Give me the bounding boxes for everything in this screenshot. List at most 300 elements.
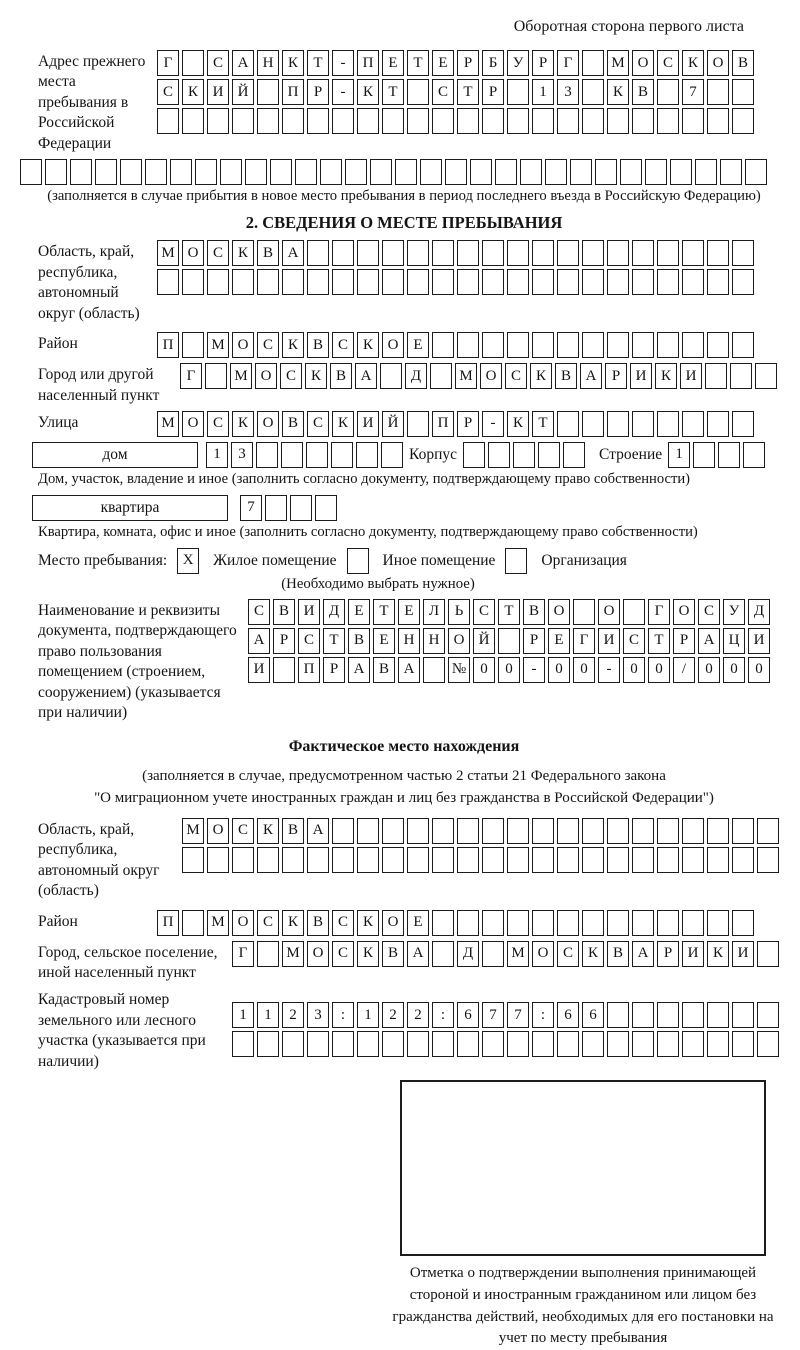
char-box[interactable]: В [382, 941, 404, 967]
char-box[interactable] [357, 108, 379, 134]
char-box[interactable] [307, 269, 329, 295]
char-box[interactable] [457, 332, 479, 358]
char-box[interactable]: М [182, 818, 204, 844]
char-box[interactable] [718, 442, 740, 468]
char-box[interactable]: К [332, 411, 354, 437]
char-box[interactable]: Р [657, 941, 679, 967]
char-box[interactable]: И [248, 657, 270, 683]
char-box[interactable] [707, 910, 729, 936]
char-box[interactable] [557, 847, 579, 873]
char-box[interactable]: О [207, 818, 229, 844]
char-box[interactable] [232, 1031, 254, 1057]
char-box[interactable]: У [507, 50, 529, 76]
char-box[interactable]: А [282, 240, 304, 266]
char-box[interactable] [557, 1031, 579, 1057]
char-box[interactable]: Й [473, 628, 495, 654]
char-box[interactable] [407, 108, 429, 134]
char-box[interactable]: Д [748, 599, 770, 625]
char-box[interactable]: 0 [498, 657, 520, 683]
char-box[interactable] [457, 847, 479, 873]
char-box[interactable] [157, 269, 179, 295]
char-box[interactable] [607, 847, 629, 873]
char-box[interactable] [170, 159, 192, 185]
char-box[interactable]: Т [498, 599, 520, 625]
char-box[interactable]: А [307, 818, 329, 844]
char-box[interactable] [607, 818, 629, 844]
char-box[interactable]: К [282, 332, 304, 358]
char-box[interactable] [282, 847, 304, 873]
char-box[interactable]: С [432, 79, 454, 105]
char-box[interactable] [281, 442, 303, 468]
char-box[interactable] [682, 818, 704, 844]
char-box[interactable] [282, 1031, 304, 1057]
char-box[interactable] [232, 269, 254, 295]
char-box[interactable]: О [598, 599, 620, 625]
char-box[interactable] [557, 240, 579, 266]
char-box[interactable] [407, 240, 429, 266]
char-box[interactable] [657, 411, 679, 437]
char-box[interactable]: А [348, 657, 370, 683]
char-box[interactable]: К [282, 50, 304, 76]
char-box[interactable]: К [682, 50, 704, 76]
char-box[interactable] [657, 240, 679, 266]
char-box[interactable] [557, 910, 579, 936]
char-box[interactable] [332, 847, 354, 873]
char-box[interactable]: О [382, 910, 404, 936]
char-box[interactable]: : [332, 1002, 354, 1028]
char-box[interactable] [730, 363, 752, 389]
char-box[interactable]: С [207, 50, 229, 76]
char-box[interactable] [407, 411, 429, 437]
char-box[interactable]: И [680, 363, 702, 389]
char-box[interactable] [256, 442, 278, 468]
char-box[interactable] [632, 269, 654, 295]
char-box[interactable]: О [255, 363, 277, 389]
char-box[interactable]: Ь [448, 599, 470, 625]
char-box[interactable] [382, 847, 404, 873]
char-box[interactable] [507, 79, 529, 105]
char-box[interactable] [282, 269, 304, 295]
char-box[interactable] [257, 1031, 279, 1057]
char-box[interactable]: Р [457, 50, 479, 76]
char-box[interactable]: О [232, 332, 254, 358]
char-box[interactable] [307, 108, 329, 134]
char-box[interactable]: С [505, 363, 527, 389]
char-box[interactable] [532, 108, 554, 134]
char-box[interactable]: К [182, 79, 204, 105]
char-box[interactable]: С [657, 50, 679, 76]
char-box[interactable] [573, 599, 595, 625]
char-box[interactable] [407, 818, 429, 844]
char-box[interactable] [20, 159, 42, 185]
char-box[interactable] [705, 363, 727, 389]
char-box[interactable] [290, 495, 312, 521]
char-box[interactable] [707, 269, 729, 295]
char-box[interactable]: В [732, 50, 754, 76]
char-box[interactable] [707, 1002, 729, 1028]
char-box[interactable] [382, 818, 404, 844]
char-box[interactable]: С [698, 599, 720, 625]
char-box[interactable]: И [598, 628, 620, 654]
char-box[interactable] [707, 79, 729, 105]
char-box[interactable] [607, 1031, 629, 1057]
char-box[interactable] [607, 240, 629, 266]
char-box[interactable]: В [348, 628, 370, 654]
char-box[interactable]: М [157, 411, 179, 437]
char-box[interactable]: К [357, 332, 379, 358]
char-box[interactable] [495, 159, 517, 185]
char-box[interactable]: В [282, 411, 304, 437]
char-box[interactable] [607, 910, 629, 936]
char-box[interactable]: 0 [623, 657, 645, 683]
char-box[interactable] [482, 240, 504, 266]
char-box[interactable]: Д [323, 599, 345, 625]
char-box[interactable] [488, 442, 510, 468]
char-box[interactable]: В [373, 657, 395, 683]
char-box[interactable]: - [482, 411, 504, 437]
char-box[interactable] [757, 1031, 779, 1057]
char-box[interactable] [657, 910, 679, 936]
char-box[interactable]: Б [482, 50, 504, 76]
char-box[interactable] [195, 159, 217, 185]
char-box[interactable]: С [298, 628, 320, 654]
char-box[interactable]: Н [423, 628, 445, 654]
char-box[interactable]: С [157, 79, 179, 105]
char-box[interactable]: И [748, 628, 770, 654]
char-box[interactable]: В [632, 79, 654, 105]
char-box[interactable]: А [355, 363, 377, 389]
char-box[interactable]: Т [407, 50, 429, 76]
char-box[interactable] [513, 442, 535, 468]
char-box[interactable] [707, 108, 729, 134]
char-box[interactable] [207, 269, 229, 295]
char-box[interactable] [457, 818, 479, 844]
char-box[interactable]: 0 [723, 657, 745, 683]
char-box[interactable]: П [432, 411, 454, 437]
char-box[interactable] [482, 332, 504, 358]
char-box[interactable]: Т [307, 50, 329, 76]
char-box[interactable] [382, 240, 404, 266]
char-box[interactable] [432, 240, 454, 266]
char-box[interactable]: С [207, 240, 229, 266]
char-box[interactable] [557, 332, 579, 358]
char-box[interactable] [457, 910, 479, 936]
char-box[interactable] [607, 1002, 629, 1028]
char-box[interactable] [707, 1031, 729, 1057]
char-box[interactable]: / [673, 657, 695, 683]
char-box[interactable] [538, 442, 560, 468]
char-box[interactable] [482, 847, 504, 873]
char-box[interactable]: Р [307, 79, 329, 105]
char-box[interactable]: О [632, 50, 654, 76]
char-box[interactable] [457, 240, 479, 266]
char-box[interactable]: Е [548, 628, 570, 654]
char-box[interactable]: В [282, 818, 304, 844]
char-box[interactable]: Н [257, 50, 279, 76]
char-box[interactable] [520, 159, 542, 185]
char-box[interactable] [657, 818, 679, 844]
char-box[interactable]: : [532, 1002, 554, 1028]
char-box[interactable]: И [732, 941, 754, 967]
char-box[interactable] [707, 847, 729, 873]
char-box[interactable]: А [232, 50, 254, 76]
char-box[interactable] [282, 108, 304, 134]
char-box[interactable]: Р [673, 628, 695, 654]
char-box[interactable]: С [307, 411, 329, 437]
char-box[interactable] [645, 159, 667, 185]
char-box[interactable] [582, 50, 604, 76]
char-box[interactable]: Р [605, 363, 627, 389]
char-box[interactable] [463, 442, 485, 468]
char-box[interactable] [507, 1031, 529, 1057]
char-box[interactable]: Р [273, 628, 295, 654]
char-box[interactable] [457, 108, 479, 134]
char-box[interactable]: И [207, 79, 229, 105]
char-box[interactable] [332, 269, 354, 295]
char-box[interactable]: К [607, 79, 629, 105]
char-box[interactable]: О [673, 599, 695, 625]
char-box[interactable] [498, 628, 520, 654]
char-box[interactable] [95, 159, 117, 185]
char-box[interactable]: - [332, 50, 354, 76]
char-box[interactable] [380, 363, 402, 389]
char-box[interactable]: 7 [240, 495, 262, 521]
char-box[interactable] [632, 108, 654, 134]
char-box[interactable] [482, 108, 504, 134]
char-box[interactable]: С [557, 941, 579, 967]
char-box[interactable]: С [332, 941, 354, 967]
char-box[interactable] [682, 332, 704, 358]
char-box[interactable]: И [298, 599, 320, 625]
char-box[interactable]: Р [457, 411, 479, 437]
char-box[interactable] [331, 442, 353, 468]
char-box[interactable] [357, 847, 379, 873]
char-box[interactable]: М [282, 941, 304, 967]
char-box[interactable] [682, 1031, 704, 1057]
char-box[interactable] [145, 159, 167, 185]
char-box[interactable] [532, 847, 554, 873]
char-box[interactable] [707, 411, 729, 437]
char-box[interactable] [232, 847, 254, 873]
char-box[interactable] [557, 818, 579, 844]
char-box[interactable] [563, 442, 585, 468]
char-box[interactable] [432, 269, 454, 295]
char-box[interactable] [532, 269, 554, 295]
stay-option-other-checkbox[interactable] [347, 548, 369, 574]
char-box[interactable] [732, 411, 754, 437]
char-box[interactable]: Т [373, 599, 395, 625]
char-box[interactable] [120, 159, 142, 185]
char-box[interactable] [407, 269, 429, 295]
char-box[interactable]: 6 [582, 1002, 604, 1028]
char-box[interactable] [532, 910, 554, 936]
char-box[interactable] [657, 1002, 679, 1028]
char-box[interactable] [45, 159, 67, 185]
char-box[interactable] [407, 1031, 429, 1057]
char-box[interactable] [632, 1031, 654, 1057]
char-box[interactable] [482, 941, 504, 967]
char-box[interactable]: В [273, 599, 295, 625]
char-box[interactable]: О [182, 240, 204, 266]
char-box[interactable]: О [480, 363, 502, 389]
char-box[interactable] [332, 108, 354, 134]
char-box[interactable] [357, 240, 379, 266]
char-box[interactable]: К [655, 363, 677, 389]
char-box[interactable]: С [232, 818, 254, 844]
char-box[interactable]: - [523, 657, 545, 683]
char-box[interactable]: Г [232, 941, 254, 967]
char-box[interactable] [732, 1031, 754, 1057]
char-box[interactable] [607, 108, 629, 134]
char-box[interactable]: К [232, 411, 254, 437]
char-box[interactable] [657, 1031, 679, 1057]
char-box[interactable] [182, 332, 204, 358]
char-box[interactable]: А [632, 941, 654, 967]
char-box[interactable] [507, 332, 529, 358]
char-box[interactable] [407, 79, 429, 105]
char-box[interactable] [582, 79, 604, 105]
char-box[interactable] [257, 269, 279, 295]
char-box[interactable] [482, 269, 504, 295]
char-box[interactable]: О [532, 941, 554, 967]
char-box[interactable]: Г [648, 599, 670, 625]
char-box[interactable]: С [257, 910, 279, 936]
char-box[interactable] [595, 159, 617, 185]
char-box[interactable] [732, 1002, 754, 1028]
char-box[interactable] [632, 332, 654, 358]
char-box[interactable]: Е [407, 332, 429, 358]
char-box[interactable]: 6 [557, 1002, 579, 1028]
char-box[interactable] [381, 442, 403, 468]
char-box[interactable]: С [248, 599, 270, 625]
char-box[interactable]: - [598, 657, 620, 683]
char-box[interactable] [207, 108, 229, 134]
char-box[interactable] [657, 332, 679, 358]
char-box[interactable] [432, 847, 454, 873]
char-box[interactable] [382, 108, 404, 134]
char-box[interactable] [732, 332, 754, 358]
char-box[interactable] [257, 941, 279, 967]
char-box[interactable]: О [448, 628, 470, 654]
char-box[interactable] [570, 159, 592, 185]
char-box[interactable] [507, 818, 529, 844]
char-box[interactable]: А [248, 628, 270, 654]
char-box[interactable]: И [682, 941, 704, 967]
char-box[interactable] [507, 847, 529, 873]
char-box[interactable] [682, 269, 704, 295]
char-box[interactable] [470, 159, 492, 185]
char-box[interactable]: Д [457, 941, 479, 967]
char-box[interactable]: Е [348, 599, 370, 625]
char-box[interactable]: Р [482, 79, 504, 105]
char-box[interactable] [257, 79, 279, 105]
char-box[interactable]: П [298, 657, 320, 683]
char-box[interactable] [232, 108, 254, 134]
char-box[interactable] [670, 159, 692, 185]
char-box[interactable] [532, 1031, 554, 1057]
char-box[interactable]: И [357, 411, 379, 437]
char-box[interactable]: 1 [357, 1002, 379, 1028]
char-box[interactable]: 1 [232, 1002, 254, 1028]
char-box[interactable] [582, 847, 604, 873]
char-box[interactable] [357, 1031, 379, 1057]
char-box[interactable] [732, 847, 754, 873]
char-box[interactable] [182, 108, 204, 134]
char-box[interactable]: Г [573, 628, 595, 654]
char-box[interactable] [332, 240, 354, 266]
char-box[interactable] [557, 269, 579, 295]
char-box[interactable] [682, 910, 704, 936]
char-box[interactable]: К [357, 79, 379, 105]
char-box[interactable]: 2 [407, 1002, 429, 1028]
char-box[interactable]: Й [232, 79, 254, 105]
char-box[interactable]: С [473, 599, 495, 625]
char-box[interactable]: К [707, 941, 729, 967]
char-box[interactable]: М [455, 363, 477, 389]
char-box[interactable] [732, 108, 754, 134]
char-box[interactable]: 0 [648, 657, 670, 683]
char-box[interactable]: В [607, 941, 629, 967]
char-box[interactable] [693, 442, 715, 468]
char-box[interactable] [732, 269, 754, 295]
char-box[interactable]: В [257, 240, 279, 266]
char-box[interactable] [695, 159, 717, 185]
char-box[interactable]: М [207, 910, 229, 936]
char-box[interactable] [732, 818, 754, 844]
char-box[interactable] [306, 442, 328, 468]
char-box[interactable]: 1 [668, 442, 690, 468]
char-box[interactable] [182, 269, 204, 295]
char-box[interactable] [632, 240, 654, 266]
char-box[interactable] [382, 1031, 404, 1057]
char-box[interactable] [332, 1031, 354, 1057]
char-box[interactable] [732, 910, 754, 936]
char-box[interactable] [482, 818, 504, 844]
char-box[interactable] [432, 1031, 454, 1057]
char-box[interactable] [482, 1031, 504, 1057]
char-box[interactable]: П [282, 79, 304, 105]
char-box[interactable] [307, 1031, 329, 1057]
char-box[interactable] [707, 818, 729, 844]
char-box[interactable] [257, 847, 279, 873]
char-box[interactable]: Р [532, 50, 554, 76]
char-box[interactable]: О [182, 411, 204, 437]
char-box[interactable] [582, 269, 604, 295]
char-box[interactable] [607, 269, 629, 295]
char-box[interactable] [743, 442, 765, 468]
char-box[interactable]: 7 [682, 79, 704, 105]
char-box[interactable]: Т [457, 79, 479, 105]
char-box[interactable]: К [507, 411, 529, 437]
char-box[interactable] [757, 1002, 779, 1028]
char-box[interactable] [257, 108, 279, 134]
char-box[interactable] [632, 910, 654, 936]
char-box[interactable]: Е [382, 50, 404, 76]
char-box[interactable]: В [307, 332, 329, 358]
char-box[interactable] [607, 411, 629, 437]
char-box[interactable]: М [607, 50, 629, 76]
char-box[interactable] [582, 818, 604, 844]
char-box[interactable] [507, 108, 529, 134]
char-box[interactable]: В [555, 363, 577, 389]
char-box[interactable]: К [257, 818, 279, 844]
char-box[interactable]: С [332, 332, 354, 358]
char-box[interactable] [720, 159, 742, 185]
char-box[interactable] [307, 847, 329, 873]
char-box[interactable]: 2 [282, 1002, 304, 1028]
char-box[interactable]: Е [407, 910, 429, 936]
char-box[interactable]: 0 [573, 657, 595, 683]
